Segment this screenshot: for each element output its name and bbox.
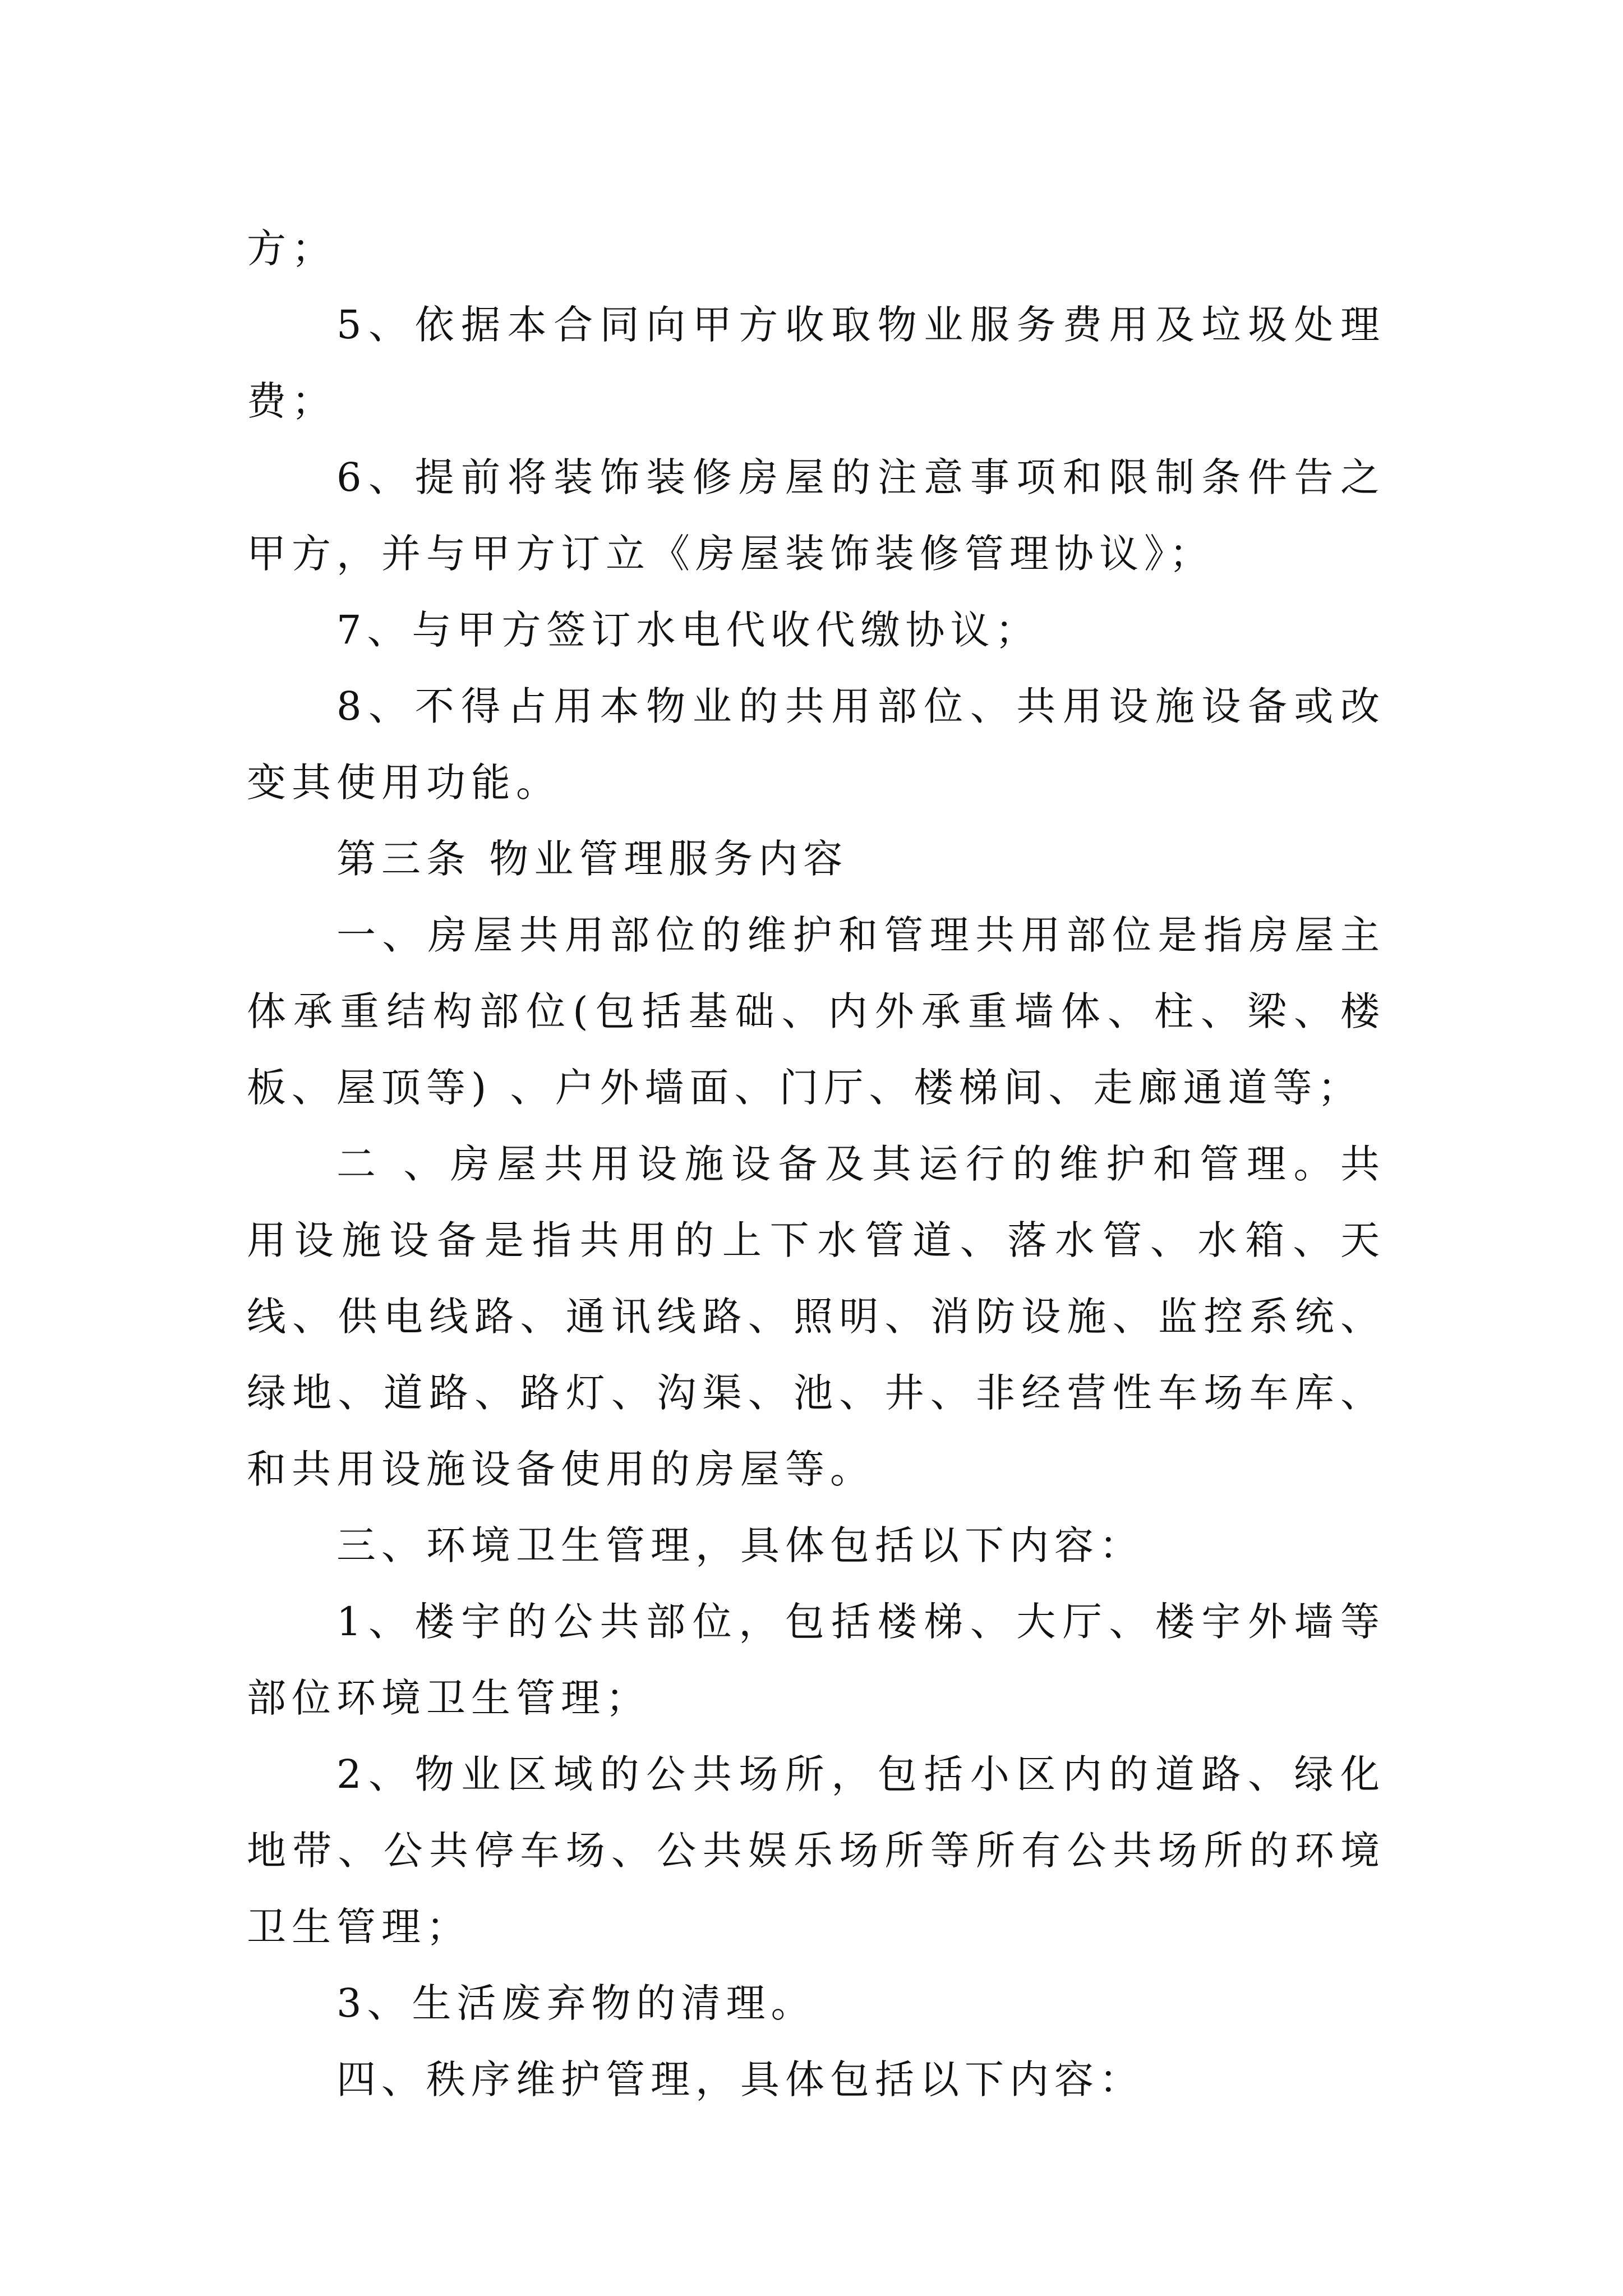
- paragraph: 5、依据本合同向甲方收取物业服务费用及垃圾处理费；: [247, 302, 1385, 424]
- document-body: [247, 210, 1385, 2118]
- paragraph: 8、不得占用本物业的共用部位、共用设施设备或改变其使用功能。: [247, 683, 1385, 806]
- paragraph: 1、楼宇的公共部位，包括楼梯、大厅、楼宇外墙等部位环境卫生管理；: [247, 1599, 1385, 1721]
- paragraph: 一、房屋共用部位的维护和管理共用部位是指房屋主体承重结构部位(包括基础、内外承重墙体、柱、梁、楼板、屋顶等) 、户外墙面、门厅、楼梯间、走廊通道等；: [247, 912, 1385, 1111]
- paragraph: 2、物业区域的公共场所，包括小区内的道路、绿化地带、公共停车场、公共娱乐场所等所有公共场所的环境卫生管理；: [247, 1751, 1385, 1950]
- paragraph: 7、与甲方签订水电代收代缴协议；: [336, 607, 1040, 653]
- paragraph: 三、环境卫生管理，具体包括以下内容：: [336, 1522, 1144, 1568]
- paragraph: 3、生活废弃物的清理。: [336, 1980, 816, 2026]
- paragraph: 二 、房屋共用设施设备及其运行的维护和管理。共用设施设备是指共用的上下水管道、落水管、水箱、天线、供电线路、通讯线路、照明、消防设施、监控系统、绿地、道路、路灯、沟渠、池、井、非经营性车场车库、和共用设施设备使用的房屋等。: [247, 1141, 1385, 1492]
- paragraph: 6、提前将装饰装修房屋的注意事项和限制条件告之甲方，并与甲方订立《房屋装饰装修管理协议》；: [247, 454, 1385, 577]
- paragraph: 四、秩序维护管理，具体包括以下内容：: [336, 2056, 1144, 2102]
- section-heading: 第三条 物业管理服务内容: [336, 836, 849, 882]
- paragraph: 方；: [247, 226, 336, 272]
